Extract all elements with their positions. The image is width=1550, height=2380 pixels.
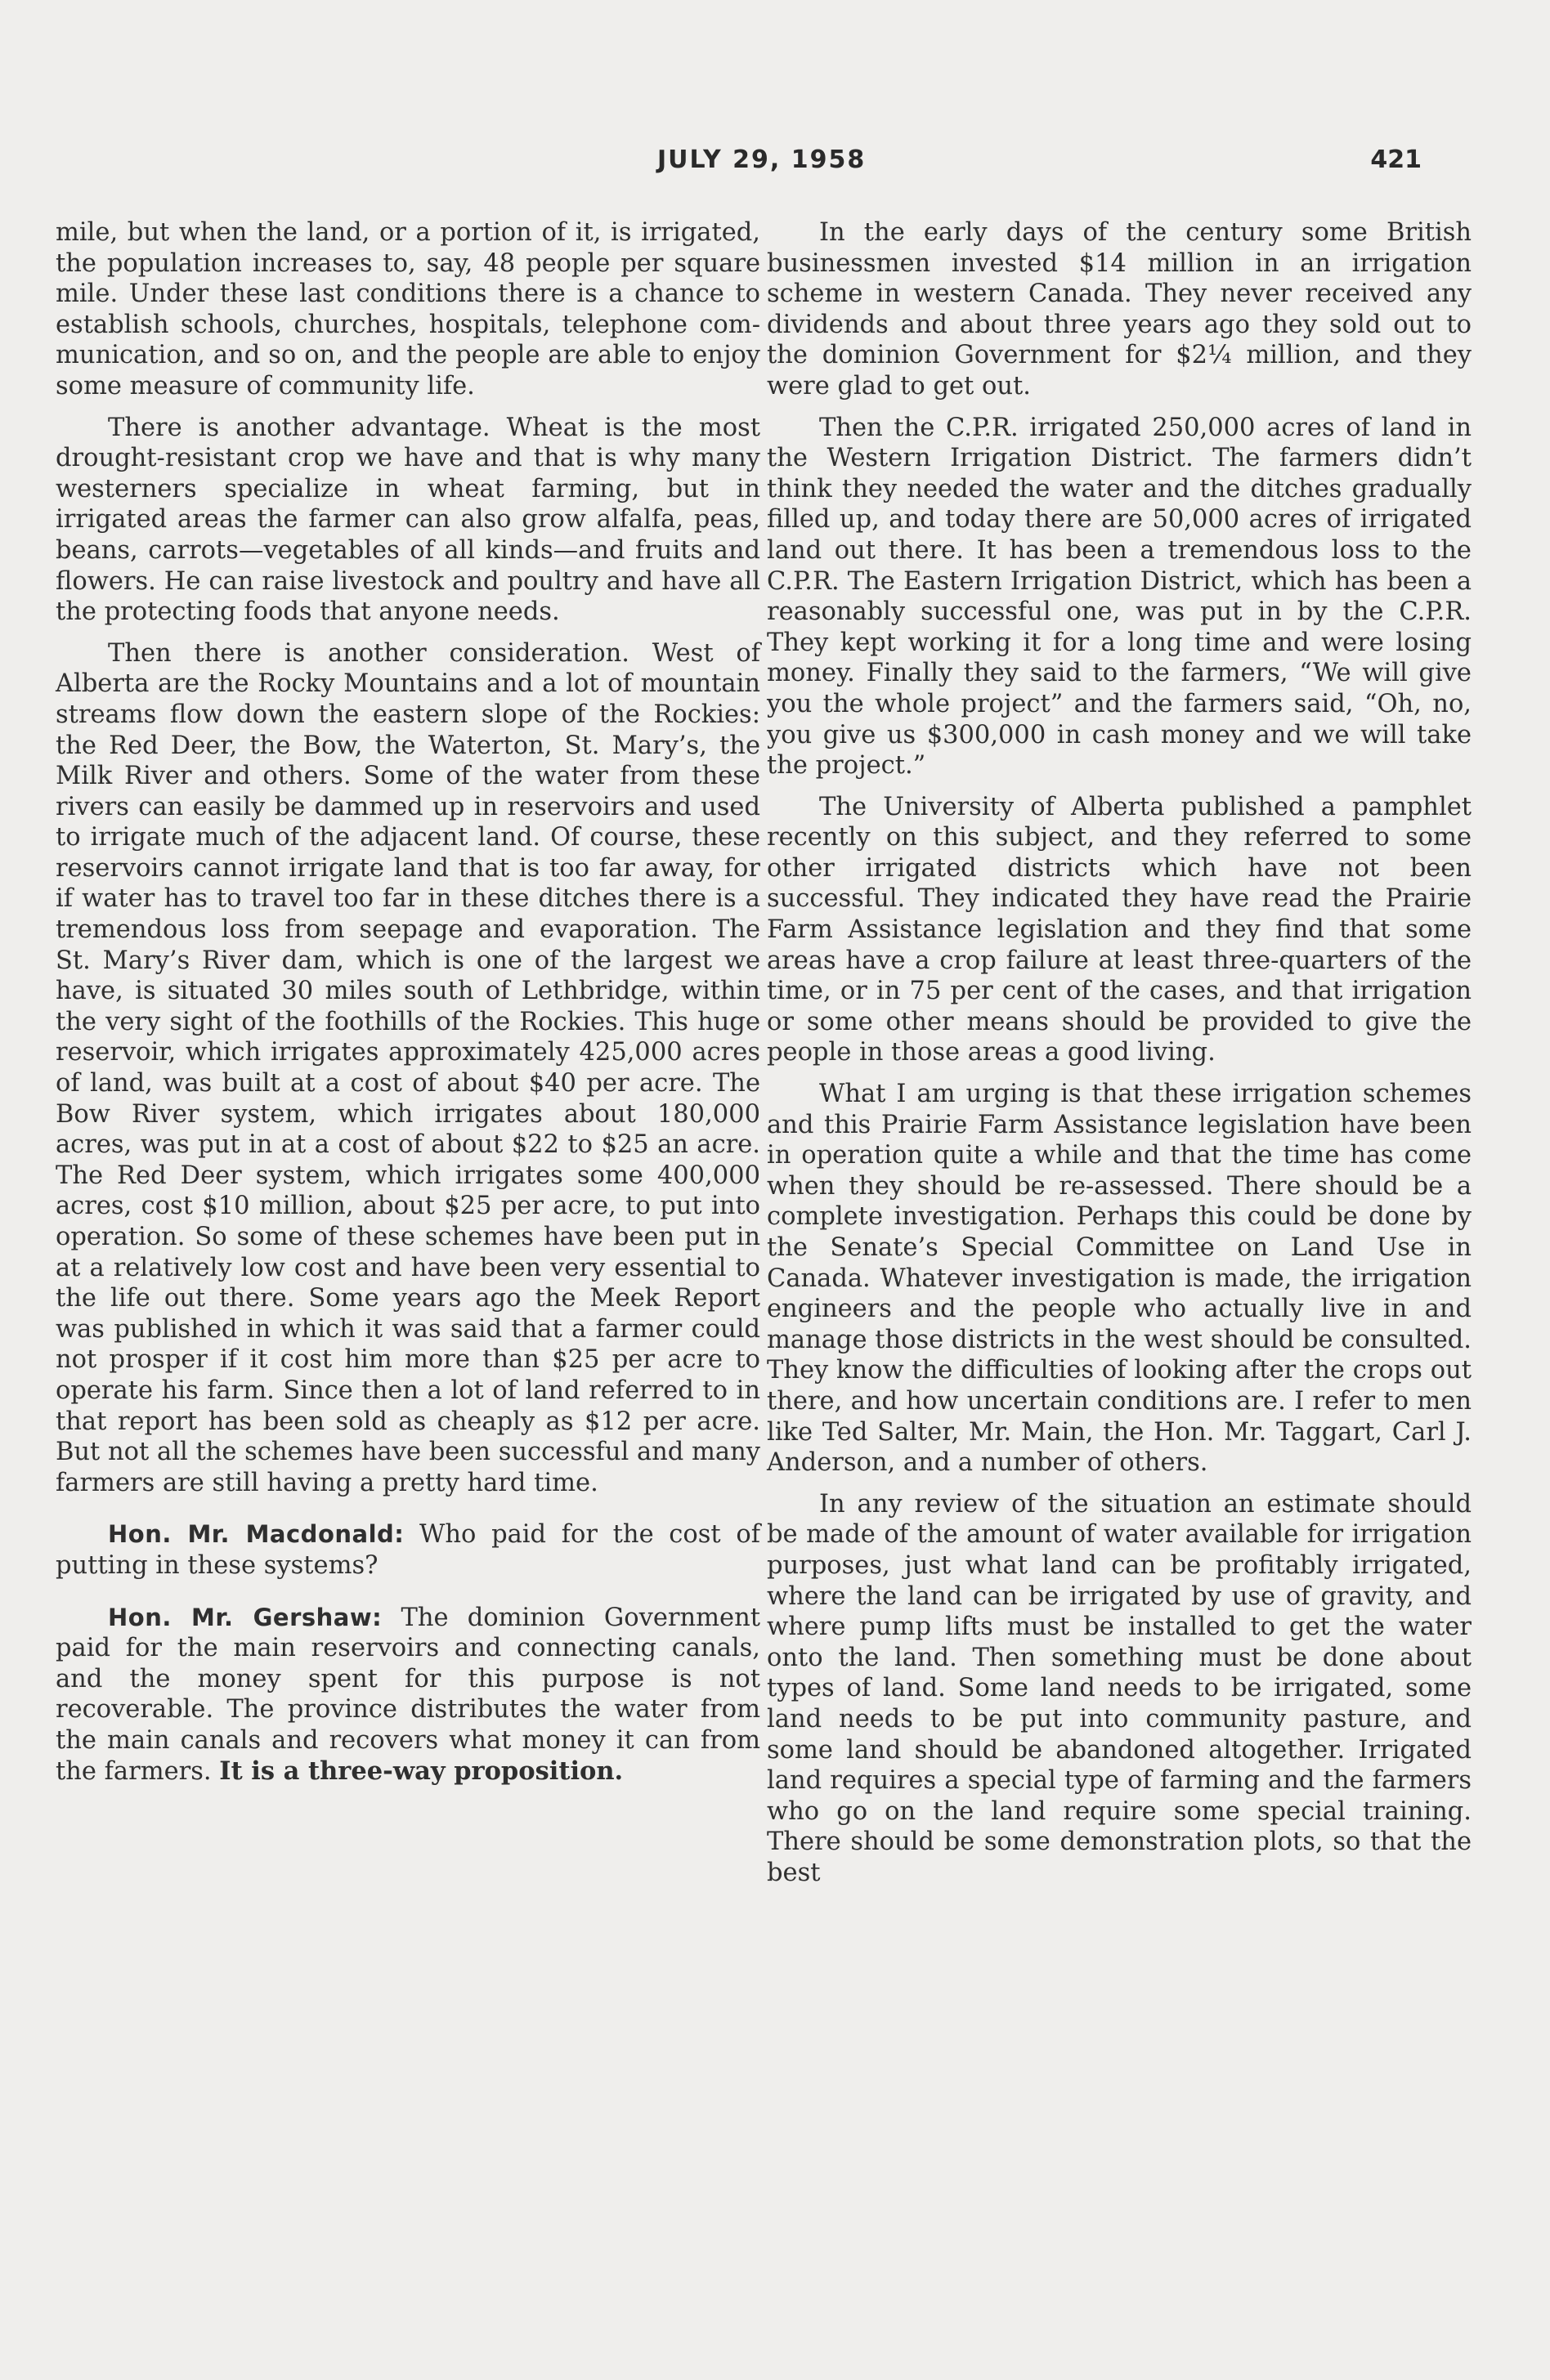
paragraph: The University of Alberta published a pamphlet recently on this subject, and they referred to some other irrigated districts which have not been successful. They indicated they have read the Prairie Farm Assistance legislation and they find that some areas have a crop failure at least three-quarters of the time, or in 75 per cent of the cases, and that irrigation or some other means should be provided to give the people in those areas a good living. [767,792,1472,1067]
speech-text-bold: It is a three-way proposition. [219,1756,624,1786]
speech-paragraph [56,1519,760,1581]
paragraph: In any review of the situation an estimate should be made of the amount of water available for irrigation purposes, just what land can be profitably irrigated, where the land can be irrigated by use of gravity, and where pump lifts must be installed to get the water onto the land. Then something must be done about types of land. Some land needs to be irrigated, some land needs to be put into community pasture, and some land should be abandoned altogether. Irrigated land requires a special type of farming and the farmers who go on the land require some special training. There should be some demonstration plots, so that the best [767,1489,1472,1887]
paragraph: In the early days of the century some British businessmen invested $14 million in an irrigation scheme in western Canada. They never received any dividends and about three years ago they sold out to the dominion Government for $2¼ million, and they were glad to get out. [767,218,1472,400]
right-column [767,217,1472,1899]
speech-text: Who paid for the cost of putting in these systems? [56,1520,760,1580]
paragraph: Then there is another consideration. West of Alberta are the Rocky Mountains and a lot of mountain streams flow down the eastern slope of the Rockies: the Red Deer, the Bow, the Waterton, St. Mary’s, the Milk River and others. Some of the water from these rivers can easily be dammed up in reservoirs and used to irrigate much of the adjacent land. Of course, these reservoirs cannot irrigate land that is too far away, for if water has to travel too far in these ditches there is a tremendous loss from seepage and evaporation. The St. Mary’s River dam, which is one of the largest we have, is situated 30 miles south of Lethbridge, within the very sight of the foothills of the Rockies. This huge reservoir, which irrigates approximately 425,000 acres of land, was built at a cost of about $40 per acre. The Bow River system, which irrigates about 180,000 acres, was put in at a cost of about $22 to $25 an acre. The Red Deer system, which irrigates some 400,000 acres, cost $10 million, about $25 per acre, to put into operation. So some of these schemes have been put in at a relatively low cost and have been very essential to the life out there. Some years ago the Meek Report was published in which it was said that a farmer could not prosper if it cost him more than $25 per acre to operate his farm. Since then a lot of land referred to in that report has been sold as cheaply as $12 per acre. But not all the schemes have been successful and many farmers are still having a pretty hard time. [56,638,760,1497]
speech-paragraph [56,1603,760,1787]
left-column [56,217,760,1797]
page-number: 421 [1370,145,1422,174]
running-head-date: JULY 29, 1958 [657,145,867,174]
page-header [0,145,1550,186]
paragraph: There is another advantage. Wheat is the most drought-resistant crop we have and that is why many westerners specialize in wheat farming, but in irrigated areas the farmer can also grow alfalfa, peas, beans, carrots—vegetables of all kinds—and fruits and flowers. He can raise livestock and poultry and have all the protecting foods that anyone needs. [56,413,760,627]
speech-text: The dominion Government paid for the main reservoirs and connecting canals, and the money spent for this purpose is not recoverable. The province distributes the water from the main canals and recovers what money it can from the farmers. [56,1603,760,1786]
speaker-name: Hon. Mr. Gershaw: [108,1603,383,1631]
paragraph: Then the C.P.R. irrigated 250,000 acres of land in the Western Irrigation District. The farmers didn’t think they needed the water and the ditches gradually filled up, and today there are 50,000 acres of irrigated land out there. It has been a tremendous loss to the C.P.R. The Eastern Irrigation District, which has been a reasonably successful one, was put in by the C.P.R. They kept working it for a long time and were losing money. Finally they said to the farmers, “We will give you the whole project” and the farmers said, “Oh, no, you give us $300,000 in cash money and we will take the project.” [767,413,1472,781]
paragraph: mile, but when the land, or a portion of it, is irrigated, the population increases to, say, 48 people per square mile. Under these last conditions there is a chance to establish schools, churches, hospitals, telephone communication, and so on, and the people are able to enjoy some measure of community life. [56,218,760,400]
speaker-name: Hon. Mr. Macdonald: [108,1520,405,1549]
paragraph: What I am urging is that these irrigation schemes and this Prairie Farm Assistance legislation have been in operation quite a while and that the time has come when they should be re-assessed. There should be a complete investigation. Perhaps this could be done by the Senate’s Special Committee on Land Use in Canada. Whatever investigation is made, the irrigation engineers and the people who actually live in and manage those districts in the west should be consulted. They know the difficulties of looking after the crops out there, and how uncertain conditions are. I refer to men like Ted Salter, Mr. Main, the Hon. Mr. Taggart, Carl J. Anderson, and a number of others. [767,1080,1472,1478]
